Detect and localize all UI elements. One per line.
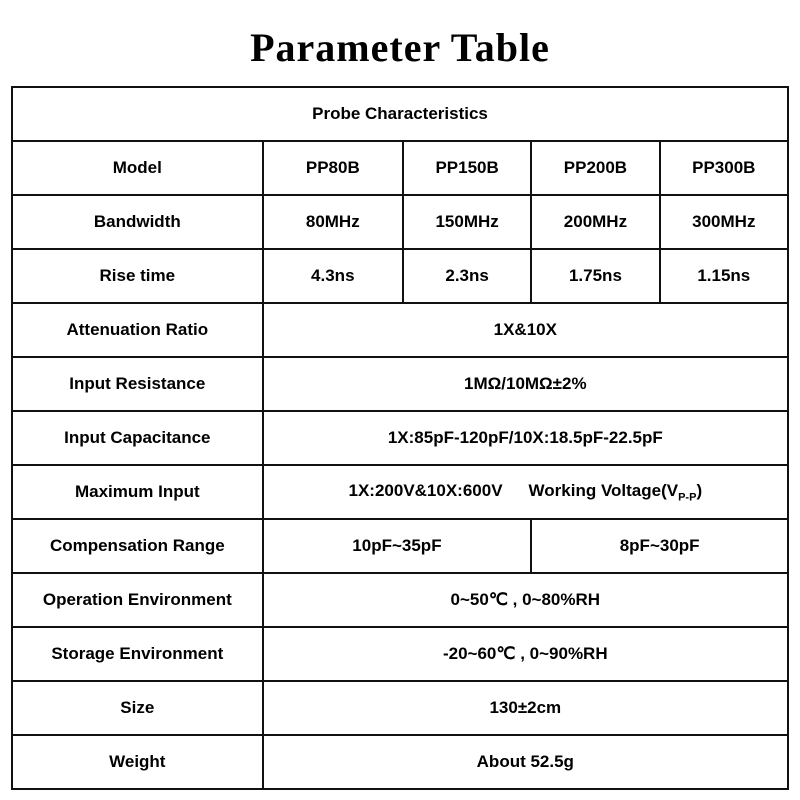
row-label-bandwidth: Bandwidth [12,195,263,249]
table-row-input-resistance [12,357,788,411]
maximum-input-right [529,481,703,503]
row-label-weight: Weight [12,735,263,789]
row-label-model: Model [12,141,263,195]
table-row-model [12,141,788,195]
compensation-range-right: 8pF~30pF [531,519,788,573]
table-row-operation-environment [12,573,788,627]
row-label-storage-environment: Storage Environment [12,627,263,681]
input-capacitance-value: 1X:85pF-120pF/10X:18.5pF-22.5pF [263,411,788,465]
maximum-input-left: 1X:200V&10X:600V [348,480,503,500]
bandwidth-pp150b: 150MHz [403,195,531,249]
input-resistance-value: 1MΩ/10MΩ±2% [263,357,788,411]
row-label-compensation-range: Compensation Range [12,519,263,573]
table-row-attenuation-ratio [12,303,788,357]
row-label-input-capacitance: Input Capacitance [12,411,263,465]
maximum-input-subscript: P-P [678,491,697,504]
maximum-input-right-end: ) [696,480,703,500]
row-label-size: Size [12,681,263,735]
table-row-bandwidth [12,195,788,249]
table-row-rise-time [12,249,788,303]
table-header-title: Probe Characteristics [12,87,788,141]
size-value: 130±2cm [263,681,788,735]
bandwidth-pp80b: 80MHz [263,195,403,249]
rise-time-pp150b: 2.3ns [403,249,531,303]
attenuation-ratio-value: 1X&10X [263,303,788,357]
model-pp150b: PP150B [403,141,531,195]
bandwidth-pp300b: 300MHz [660,195,788,249]
table-row-storage-environment [12,627,788,681]
table-row-compensation-range [12,519,788,573]
row-label-operation-environment: Operation Environment [12,573,263,627]
operation-environment-value: 0~50℃ , 0~80%RH [263,573,788,627]
row-label-maximum-input: Maximum Input [12,465,263,519]
rise-time-pp80b: 4.3ns [263,249,403,303]
row-label-rise-time: Rise time [12,249,263,303]
model-pp80b: PP80B [263,141,403,195]
table-row-input-capacitance [12,411,788,465]
rise-time-pp300b: 1.15ns [660,249,788,303]
model-pp200b: PP200B [531,141,659,195]
row-label-attenuation-ratio: Attenuation Ratio [12,303,263,357]
page-title: Parameter Table [250,25,550,70]
storage-environment-value: -20~60℃ , 0~90%RH [263,627,788,681]
weight-value: About 52.5g [263,735,788,789]
probe-characteristics-table [11,86,789,790]
table-row-maximum-input [12,465,788,519]
row-label-input-resistance: Input Resistance [12,357,263,411]
table-row-weight [12,735,788,789]
bandwidth-pp200b: 200MHz [531,195,659,249]
maximum-input-value [263,465,788,519]
compensation-range-left: 10pF~35pF [263,519,532,573]
table-row-header [12,87,788,141]
table-row-size [12,681,788,735]
rise-time-pp200b: 1.75ns [531,249,659,303]
model-pp300b: PP300B [660,141,788,195]
maximum-input-right-text: Working Voltage(V [528,480,679,500]
